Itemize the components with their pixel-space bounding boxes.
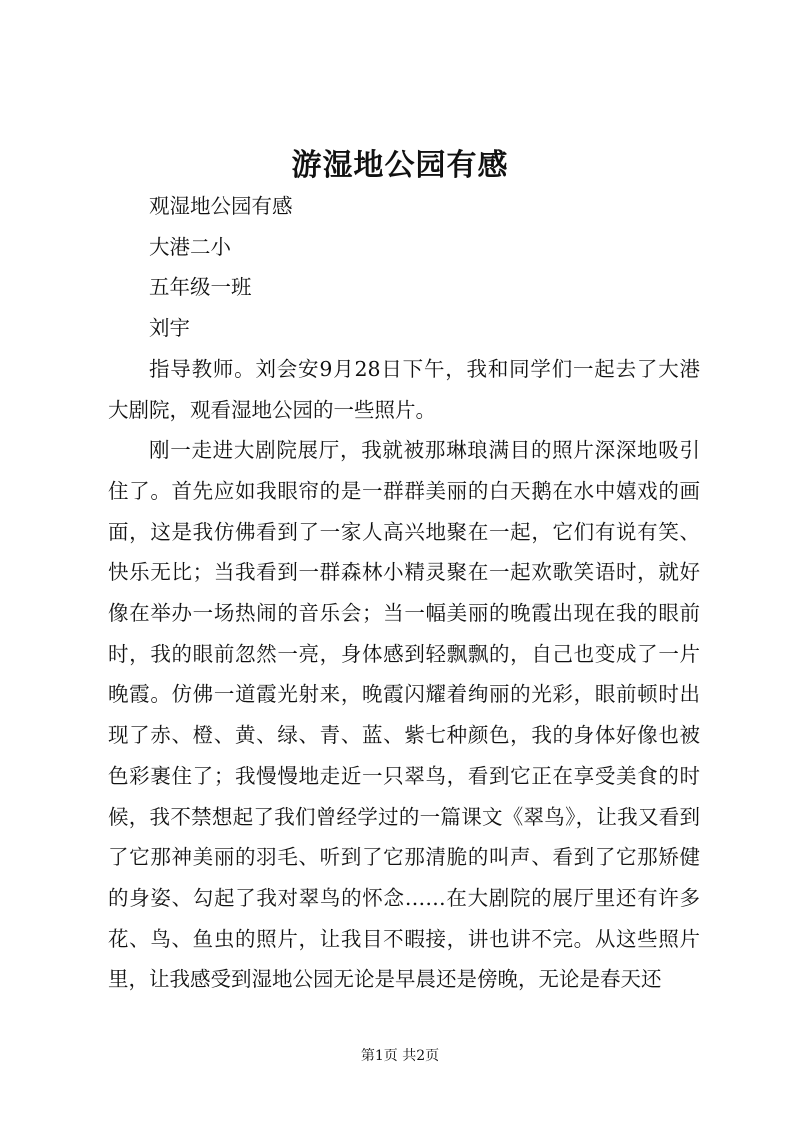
subtitle-line: 观湿地公园有感: [149, 194, 293, 218]
document-body: [108, 186, 700, 1000]
document-title: 游湿地公园有感: [291, 148, 509, 183]
class-line: 五年级一班: [149, 275, 252, 300]
school-line: 大港二小: [149, 234, 231, 259]
intro-paragraph: 指导教师。刘会安9月28日下午，我和同学们一起去了大港大剧院，观看湿地公园的一些照片。: [108, 356, 700, 422]
page-footer: 第1页 共2页: [360, 1048, 440, 1064]
author-line: 刘宇: [149, 316, 190, 341]
main-paragraph: 刚一走进大剧院展厅，我就被那琳琅满目的照片深深地吸引住了。首先应如我眼帘的是一群群美丽的白天鹅在水中嬉戏的画面，这是我仿佛看到了一家人高兴地聚在一起，它们有说有笑、快乐无比；当我看到一群森林小精灵聚在一起欢歌笑语时，就好像在举办一场热闹的音乐会；当一幅美丽的晚霞出现在我的眼前时，我的眼前忽然一亮，身体感到轻飘飘的，自己也变成了一片晚霞。仿佛一道霞光射来，晚霞闪耀着绚丽的光彩，眼前顿时出现了赤、橙、黄、绿、青、蓝、紫七种颜色，我的身体好像也被色彩裹住了；我慢慢地走近一只翠鸟，看到它正在享受美食的时候，我不禁想起了我们曾经学过的一篇课文《翠鸟》，让我又看到了它那神美丽的羽毛、听到了它那清脆的叫声、看到了它那矫健的身姿、勾起了我对翠鸟的怀念……在大剧院的展厅里还有许多花、鸟、鱼虫的照片，让我目不暇接，讲也讲不完。从这些照片里，让我感受到湿地公园无论是早晨还是傍晚，无论是春天还: [108, 438, 700, 992]
